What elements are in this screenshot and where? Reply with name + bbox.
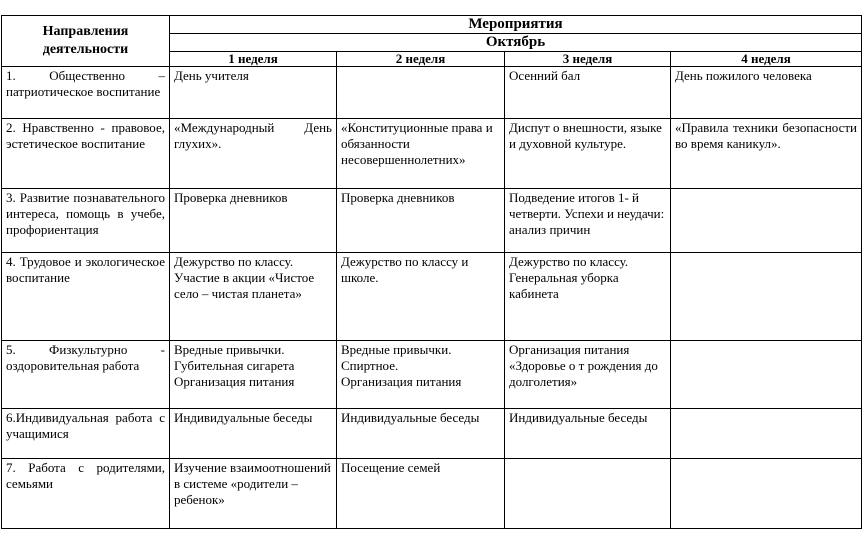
event-cell-w3 bbox=[505, 189, 671, 253]
event-text: Организация питания bbox=[174, 374, 295, 389]
event-cell-w2 bbox=[337, 253, 505, 341]
event-cell-w3 bbox=[505, 119, 671, 189]
month-header: Октябрь bbox=[170, 34, 862, 52]
event-text: Посещение семей bbox=[341, 460, 441, 475]
event-cell-w4 bbox=[671, 459, 862, 529]
event-cell-w1 bbox=[170, 253, 337, 341]
event-cell-w1 bbox=[170, 409, 337, 459]
event-text: Участие в акции «Чистое село – чистая планета» bbox=[174, 270, 315, 301]
direction-cell: 6.Индивидуальная работа с учащимися bbox=[2, 409, 170, 459]
event-cell-w2 bbox=[337, 409, 505, 459]
event-text: Осенний бал bbox=[509, 68, 581, 83]
event-text: Проверка дневников bbox=[174, 190, 288, 205]
event-text: Губительная сигарета bbox=[174, 358, 295, 373]
direction-cell: 2. Нравственно - правовое, эстетическое воспитание bbox=[2, 119, 170, 189]
table-row bbox=[2, 459, 862, 529]
event-text: Изучение взаимоотношений в системе «родители – ребенок» bbox=[174, 460, 331, 507]
event-cell-w3 bbox=[505, 409, 671, 459]
table-row bbox=[2, 189, 862, 253]
event-text: Вредные привычки. bbox=[174, 342, 285, 357]
week-header: 2 неделя bbox=[337, 52, 505, 67]
event-cell-w4 bbox=[671, 253, 862, 341]
event-cell-w1 bbox=[170, 67, 337, 119]
table-row bbox=[2, 67, 862, 119]
direction-cell: 4. Трудовое и экологическое воспитание bbox=[2, 253, 170, 341]
event-text: Дежурство по классу. bbox=[174, 254, 294, 269]
plan-body bbox=[2, 67, 862, 529]
direction-cell: 3. Развитие познавательного интереса, помощь в учебе, профориентация bbox=[2, 189, 170, 253]
event-text: Дежурство по классу и школе. bbox=[341, 254, 469, 285]
event-cell-w4 bbox=[671, 409, 862, 459]
event-text: Подведение итогов 1- й четверти. Успехи и неудачи: анализ причин bbox=[509, 190, 665, 237]
event-cell-w2 bbox=[337, 67, 505, 119]
event-text: Индивидуальные беседы bbox=[509, 410, 648, 425]
week-header: 3 неделя bbox=[505, 52, 671, 67]
event-cell-w1 bbox=[170, 119, 337, 189]
direction-cell: 5. Физкультурно - оздоровительная работа bbox=[2, 341, 170, 409]
event-text: Проверка дневников bbox=[341, 190, 455, 205]
event-text: Дежурство по классу. bbox=[509, 254, 629, 269]
event-text: День пожилого человека bbox=[675, 68, 812, 83]
event-text: Организация питания bbox=[509, 342, 630, 357]
event-cell-w2 bbox=[337, 459, 505, 529]
event-text: День учителя bbox=[174, 68, 249, 83]
event-cell-w3 bbox=[505, 341, 671, 409]
direction-cell: 1. Общественно – патриотическое воспитание bbox=[2, 67, 170, 119]
event-text: «Здоровье о т рождения до долголетия» bbox=[509, 358, 658, 389]
week-header: 4 неделя bbox=[671, 52, 862, 67]
event-cell-w3 bbox=[505, 67, 671, 119]
event-cell-w2 bbox=[337, 189, 505, 253]
event-cell-w4 bbox=[671, 341, 862, 409]
events-header: Мероприятия bbox=[170, 16, 862, 34]
event-cell-w2 bbox=[337, 341, 505, 409]
event-text: «Международный День глухих». bbox=[174, 120, 332, 151]
event-text: Генеральная уборка кабинета bbox=[509, 270, 619, 301]
table-row bbox=[2, 253, 862, 341]
event-text: Индивидуальные беседы bbox=[341, 410, 480, 425]
event-cell-w3 bbox=[505, 253, 671, 341]
event-text: Вредные привычки. bbox=[341, 342, 452, 357]
event-text: Индивидуальные беседы bbox=[174, 410, 313, 425]
event-cell-w1 bbox=[170, 189, 337, 253]
table-row bbox=[2, 341, 862, 409]
event-text: Организация питания bbox=[341, 374, 462, 389]
event-cell-w4 bbox=[671, 119, 862, 189]
event-text: Спиртное. bbox=[341, 358, 399, 373]
event-text: «Конституционные права и обязанности несовершеннолетних» bbox=[341, 120, 493, 167]
event-cell-w1 bbox=[170, 341, 337, 409]
week-header: 1 неделя bbox=[170, 52, 337, 67]
event-cell-w1 bbox=[170, 459, 337, 529]
event-cell-w4 bbox=[671, 189, 862, 253]
event-text: Диспут о внешности, языке и духовной культуре. bbox=[509, 120, 662, 151]
directions-header: Направления деятельности bbox=[2, 16, 170, 67]
header-row-events bbox=[2, 16, 862, 34]
event-cell-w2 bbox=[337, 119, 505, 189]
table-row bbox=[2, 119, 862, 189]
event-cell-w4 bbox=[671, 67, 862, 119]
table-row bbox=[2, 409, 862, 459]
plan-table bbox=[1, 15, 862, 529]
event-cell-w3 bbox=[505, 459, 671, 529]
event-text: «Правила техники безопасности во время каникул». bbox=[675, 120, 858, 151]
direction-cell: 7. Работа с родителями, семьями bbox=[2, 459, 170, 529]
